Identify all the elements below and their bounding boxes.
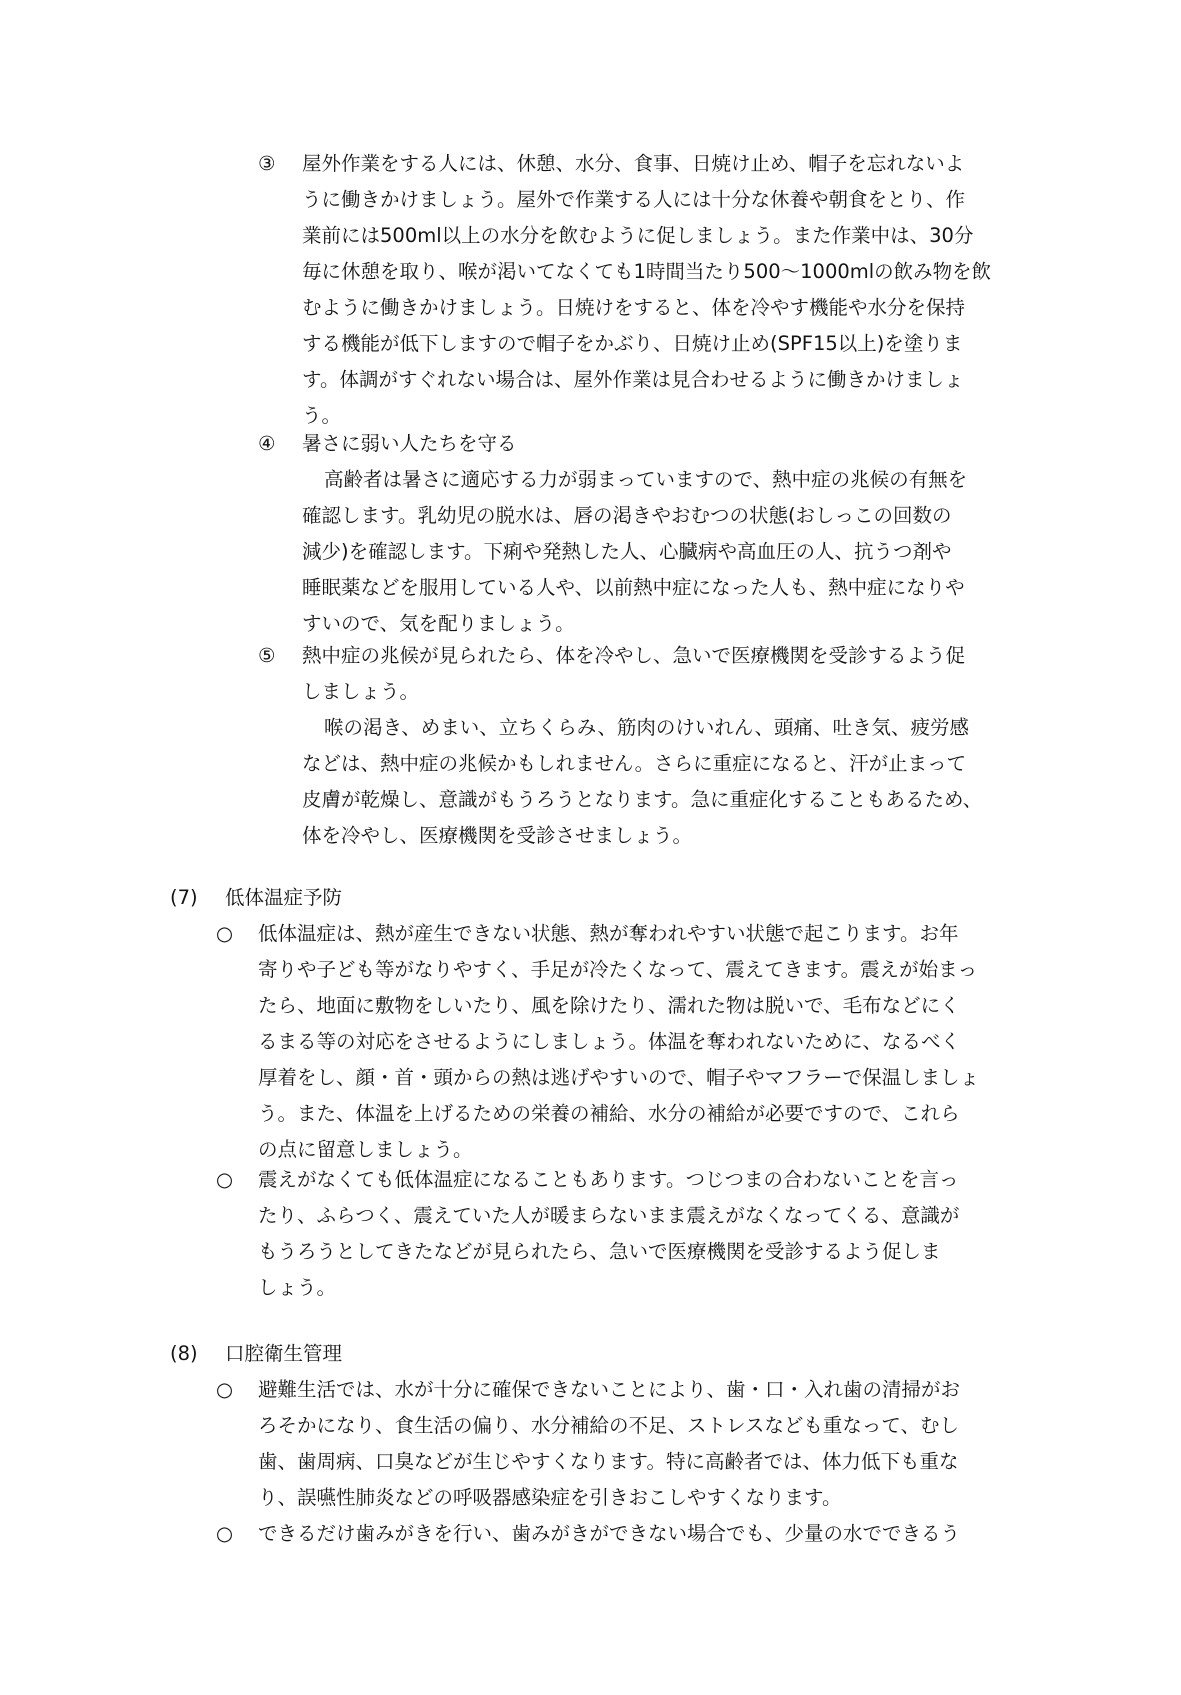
text-line: 屋外作業をする人には、休憩、水分、食事、日焼け止め、帽子を忘れないよ — [302, 152, 965, 175]
item-heading: 暑さに弱い人たちを守る — [302, 432, 517, 455]
section-title: 低体温症予防 — [225, 886, 343, 909]
text-line: 高齢者は暑さに適応する力が弱まっていますので、熱中症の兆候の有無を — [324, 468, 968, 491]
text-line: 厚着をし、顔・首・頭からの熱は逃げやすいので、帽子やマフラーで保温しましょ — [258, 1066, 980, 1089]
section-number: (8) — [170, 1342, 198, 1365]
text-line: むように働きかけましょう。日焼けをすると、体を冷やす機能や水分を保持 — [302, 296, 966, 319]
text-line: り、誤嚥性肺炎などの呼吸器感染症を引きおこしやすくなります。 — [258, 1486, 842, 1509]
text-line: るまる等の対応をさせるようにしましょう。体温を奪われないために、なるべく — [258, 1030, 961, 1053]
text-line: すいので、気を配りましょう。 — [302, 612, 575, 635]
text-line: たら、地面に敷物をしいたり、風を除けたり、濡れた物は脱いで、毛布などにく — [258, 994, 960, 1017]
text-line: しょう。 — [258, 1276, 337, 1299]
text-line: する機能が低下しますので帽子をかぶり、日焼け止め(SPF15以上)を塗りま — [302, 332, 963, 355]
text-line: 業前には500ml以上の水分を飲むように促しましょう。また作業中は、30分 — [302, 224, 974, 247]
text-line: もうろうとしてきたなどが見られたら、急いで医療機関を受診するよう促しま — [258, 1240, 941, 1263]
section-number: (7) — [170, 886, 198, 909]
text-line: 歯、歯周病、口臭などが生じやすくなります。特に高齢者では、体力低下も重な — [258, 1450, 959, 1473]
text-line: 寄りや子ども等がなりやすく、手足が冷たくなって、震えてきます。震えが始まっ — [258, 958, 978, 981]
text-line: す。体調がすぐれない場合は、屋外作業は見合わせるように働きかけましょ — [302, 368, 964, 391]
item-marker: ③ — [258, 152, 276, 175]
bullet-marker: ○ — [216, 1522, 234, 1545]
text-line: 避難生活では、水が十分に確保できないことにより、歯・口・入れ歯の清掃がお — [258, 1378, 961, 1401]
text-line: 喉の渇き、めまい、立ちくらみ、筋肉のけいれん、頭痛、吐き気、疲労感 — [324, 716, 970, 739]
item-marker: ⑤ — [258, 644, 276, 667]
section-7-heading — [0, 880, 1181, 916]
text-line: 低体温症は、熱が産生できない状態、熱が奪われやすい状態で起こります。お年 — [258, 922, 959, 945]
text-line: 熱中症の兆候が見られたら、体を冷やし、急いで医療機関を受診するよう促 — [302, 644, 966, 667]
text-line: たり、ふらつく、震えていた人が暖まらないまま震えがなくなってくる、意識が — [258, 1204, 960, 1227]
text-line: うに働きかけましょう。屋外で作業する人には十分な休養や朝食をとり、作 — [302, 188, 966, 211]
text-line: 確認します。乳幼児の脱水は、唇の渇きやおむつの状態(おしっこの回数の — [302, 504, 952, 527]
text-line: 減少)を確認します。下痢や発熱した人、心臓病や高血圧の人、抗うつ剤や — [302, 540, 952, 563]
text-line: う。また、体温を上げるための栄養の補給、水分の補給が必要ですので、これら — [258, 1102, 960, 1125]
section-8-heading — [0, 1336, 1181, 1372]
text-line: 体を冷やし、医療機関を受診させましょう。 — [302, 824, 693, 847]
bullet-marker: ○ — [216, 922, 234, 945]
text-line: できるだけ歯みがきを行い、歯みがきができない場合でも、少量の水でできるう — [258, 1522, 961, 1545]
bullet-marker: ○ — [216, 1168, 234, 1191]
text-line: 皮膚が乾燥し、意識がもうろうとなります。急に重症化することもあるため、 — [302, 788, 983, 811]
bullet-marker: ○ — [216, 1378, 234, 1401]
item-marker: ④ — [258, 432, 276, 455]
text-line: ろそかになり、食生活の偏り、水分補給の不足、ストレスなども重なって、むし — [258, 1414, 960, 1437]
text-line: 睡眠薬などを服用している人や、以前熱中症になった人も、熱中症になりや — [302, 576, 965, 599]
section-title: 口腔衛生管理 — [225, 1342, 343, 1365]
text-line: などは、熱中症の兆候かもしれません。さらに重症になると、汗が止まって — [302, 752, 967, 775]
text-line: しましょう。 — [302, 680, 420, 703]
text-line: 震えがなくても低体温症になることもあります。つじつまの合わないことを言っ — [258, 1168, 959, 1191]
text-line: の点に留意しましょう。 — [258, 1138, 473, 1161]
text-line: う。 — [302, 404, 342, 427]
text-line: 毎に休憩を取り、喉が渇いてなくても1時間当たり500～1000mlの飲み物を飲 — [302, 260, 992, 283]
